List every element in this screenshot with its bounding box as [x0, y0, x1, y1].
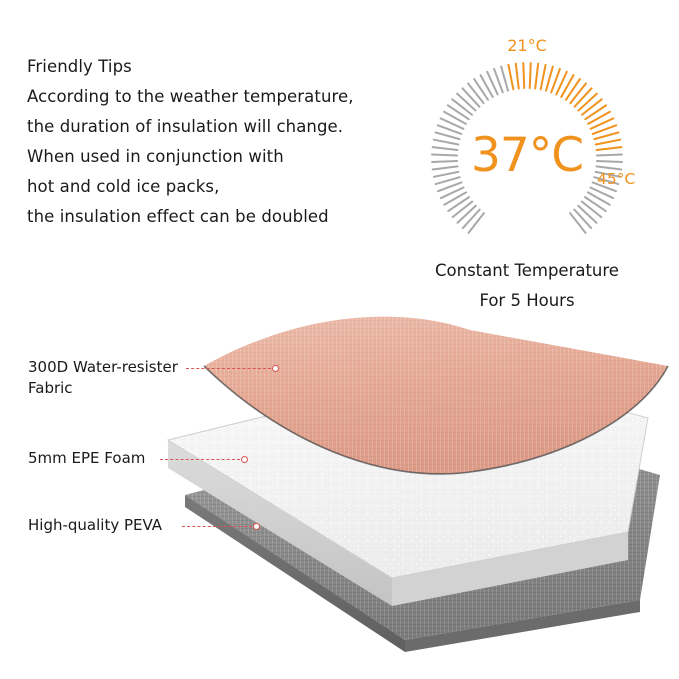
callout-peva-line-1: High-quality PEVA [28, 516, 163, 534]
tips-line-6: the insulation effect can be doubled [27, 207, 329, 226]
callout-fabric [28, 357, 178, 399]
tips-line-2: According to the weather temperature, [27, 87, 354, 106]
leader-dot-fabric [272, 365, 279, 372]
callout-fabric-line-2: Fabric [28, 379, 73, 397]
callout-foam-line-1: 5mm EPE Foam [28, 449, 146, 467]
leader-line-fabric [186, 368, 271, 369]
leader-line-foam [160, 459, 240, 460]
leader-dot-peva [253, 523, 260, 530]
gauge-top-label: 21°C [507, 36, 547, 55]
leader-line-peva [182, 526, 252, 527]
tips-line-3: the duration of insulation will change. [27, 117, 344, 136]
tips-line-5: hot and cold ice packs, [27, 177, 220, 196]
temperature-gauge [392, 18, 662, 318]
gauge-right-label: 45°C [597, 170, 636, 188]
callout-fabric-line-1: 300D Water-resister [28, 358, 178, 376]
tips-line-4: When used in conjunction with [27, 147, 284, 166]
callout-foam [28, 448, 145, 469]
gauge-caption-line-1: Constant Temperature [435, 261, 619, 280]
friendly-tips-block [27, 52, 387, 232]
gauge-center-value: 37°C [470, 128, 584, 183]
tips-line-1: Friendly Tips [27, 57, 132, 76]
callout-peva [28, 515, 162, 536]
leader-dot-foam [241, 456, 248, 463]
gauge-caption-line-2: For 5 Hours [479, 291, 575, 310]
